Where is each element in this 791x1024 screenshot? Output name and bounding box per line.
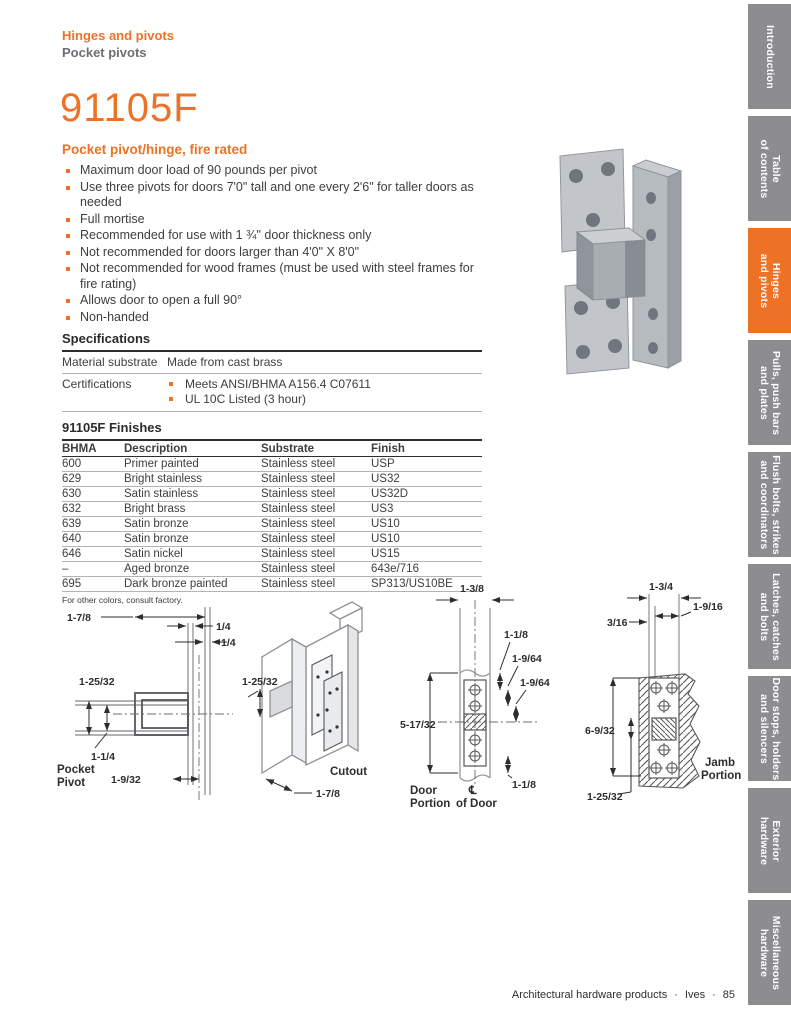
tab-introduction[interactable] [748, 4, 791, 109]
tab-label: and pivots [757, 253, 770, 308]
tab-exterior-hardware[interactable] [748, 788, 791, 893]
cell-finish: 643e/716 [371, 562, 482, 577]
spec-value [167, 377, 482, 407]
drawing-caption: Jamb [705, 757, 736, 769]
table-row [62, 562, 482, 577]
tab-label: Latches, catches [769, 572, 782, 661]
dimension-label: 1-3/8 [460, 583, 484, 595]
cell-bhma: 640 [62, 532, 124, 547]
drawing-caption: Pivot [57, 777, 86, 789]
bullet-icon [169, 382, 173, 386]
cell-substrate: Stainless steel [261, 547, 371, 562]
cell-substrate: Stainless steel [261, 457, 371, 472]
cell-finish: US10 [371, 532, 482, 547]
tab-label: Pulls, push bars [769, 350, 782, 435]
cell-bhma: – [62, 562, 124, 577]
certification-text: Meets ANSI/BHMA A156.4 C07611 [185, 377, 371, 391]
cell-substrate: Stainless steel [261, 562, 371, 577]
column-header: BHMA [62, 440, 124, 457]
drawing-caption: Door [410, 785, 437, 797]
cell-bhma: 629 [62, 472, 124, 487]
centerline-symbol: ℄ [469, 785, 477, 797]
drawing-caption: Cutout [330, 766, 368, 778]
table-header-row [62, 440, 482, 457]
cell-description: Satin bronze [124, 532, 261, 547]
dimension-label: 1/4 [216, 621, 231, 633]
tab-label: hardware [757, 928, 770, 977]
tab-label: Table [769, 154, 782, 183]
cell-description: Satin nickel [124, 547, 261, 562]
cell-description: Bright stainless [124, 472, 261, 487]
column-header: Description [124, 440, 261, 457]
table-row [62, 457, 482, 472]
list-item: Allows door to open a full 90° [64, 293, 474, 309]
column-header: Substrate [261, 440, 371, 457]
table-row [62, 547, 482, 562]
list-item: Recommended for use with 1 ¾" door thickness only [64, 228, 474, 244]
tab-door-stops-holders[interactable] [748, 676, 791, 781]
cell-description: Satin bronze [124, 517, 261, 532]
tab-miscellaneous-hardware[interactable] [748, 900, 791, 1005]
drawing-caption: Portion [701, 770, 742, 782]
table-row [62, 472, 482, 487]
cutout-drawing [242, 593, 397, 805]
tab-flush-bolts-strikes[interactable] [748, 452, 791, 557]
cell-substrate: Stainless steel [261, 532, 371, 547]
dimension-label: 1-1/4 [91, 751, 115, 763]
cell-bhma: 632 [62, 502, 124, 517]
dimension-label: 3/16 [607, 617, 628, 629]
page-title: 91105F [60, 86, 199, 130]
tab-hinges-and-pivots[interactable] [748, 228, 791, 333]
jamb-portion-drawing [585, 578, 745, 806]
cell-bhma: 695 [62, 577, 124, 592]
footer-separator: · [674, 989, 678, 1001]
tab-label: and silencers [757, 693, 770, 764]
footer-title: Architectural hardware products [511, 989, 668, 1001]
cell-substrate: Stainless steel [261, 502, 371, 517]
table-row [62, 352, 482, 374]
cell-description: Aged bronze [124, 562, 261, 577]
tab-label: of contents [757, 139, 770, 198]
dimension-label: 1-7/8 [316, 788, 340, 800]
cell-finish: US32D [371, 487, 482, 502]
cell-finish: US3 [371, 502, 482, 517]
dimension-label: 1-25/32 [79, 676, 115, 688]
footer-brand: Ives [684, 989, 706, 1001]
specifications-section [62, 331, 482, 412]
cell-bhma: 630 [62, 487, 124, 502]
product-subtitle: Pocket pivot/hinge, fire rated [62, 142, 248, 157]
cell-bhma: 646 [62, 547, 124, 562]
product-photo [505, 136, 730, 376]
dimension-label: 1-1/8 [512, 779, 536, 791]
cell-finish: US15 [371, 547, 482, 562]
tab-pulls-push-bars[interactable] [748, 340, 791, 445]
dimension-label: 6-9/32 [585, 725, 615, 737]
tab-label: Miscellaneous [769, 915, 782, 990]
cell-finish: US32 [371, 472, 482, 487]
dimension-label: 1-25/32 [587, 791, 623, 803]
feature-list [64, 163, 474, 326]
table-footnote: For other colors, consult factory. [62, 595, 183, 605]
finishes-heading: 91105F Finishes [62, 420, 162, 435]
cell-finish: USP [371, 457, 482, 472]
spec-label: Certifications [62, 377, 132, 391]
dimension-label: 1/4 [221, 637, 236, 649]
dimension-label: 1-1/8 [504, 629, 528, 641]
page-footer [512, 989, 735, 1001]
cell-substrate: Stainless steel [261, 472, 371, 487]
drawing-caption: Pocket [57, 764, 95, 776]
tab-label: Introduction [763, 24, 776, 89]
table-row [62, 517, 482, 532]
certification-text: UL 10C Listed (3 hour) [185, 392, 306, 406]
spec-value: Made from cast brass [167, 355, 283, 369]
cell-description: Primer painted [124, 457, 261, 472]
list-item: Full mortise [64, 212, 474, 228]
dimension-label: 1-3/4 [649, 581, 673, 593]
dimension-label: 1-9/16 [693, 601, 723, 613]
list-item: Non-handed [64, 310, 474, 326]
list-item: Maximum door load of 90 pounds per pivot [64, 163, 474, 179]
cell-bhma: 639 [62, 517, 124, 532]
column-header: Finish [371, 440, 482, 457]
dimension-label: 1-9/64 [520, 677, 550, 689]
footer-separator: · [712, 989, 716, 1001]
cell-finish: SP313/US10BE [371, 577, 482, 592]
tab-table-of-contents[interactable] [748, 116, 791, 221]
tab-label: Hinges [769, 262, 782, 299]
section-eyebrow: Hinges and pivots [62, 28, 174, 43]
pocket-pivot-drawing [55, 593, 240, 805]
specifications-heading: Specifications [62, 331, 151, 346]
dimension-label: 1-9/64 [512, 653, 542, 665]
bullet-icon [169, 397, 173, 401]
cell-substrate: Stainless steel [261, 487, 371, 502]
table-row [62, 374, 482, 412]
tab-latches-catches[interactable] [748, 564, 791, 669]
list-item: Use three pivots for doors 7'0" tall and one every 2'6" for taller doors as needed [64, 180, 474, 211]
list-item: Not recommended for wood frames (must be used with steel frames for fire rating) [64, 261, 474, 292]
table-row [62, 487, 482, 502]
tab-label: Exterior [769, 819, 782, 862]
cell-substrate: Stainless steel [261, 517, 371, 532]
table-row [62, 502, 482, 517]
dimension-label: 1-9/32 [111, 774, 141, 786]
subsection-eyebrow: Pocket pivots [62, 45, 147, 60]
drawing-caption: Portion [410, 798, 451, 810]
cell-description: Bright brass [124, 502, 261, 517]
list-item [167, 377, 482, 392]
dimension-label: 1-25/32 [242, 676, 278, 688]
list-item: Not recommended for doors larger than 4'0" X 8'0" [64, 245, 474, 261]
spec-label: Material substrate [62, 355, 158, 369]
tab-label: Door stops, holders [769, 677, 782, 780]
table-row [62, 532, 482, 547]
tab-label: and bolts [757, 592, 770, 641]
tab-label: and plates [757, 365, 770, 420]
door-portion-drawing [400, 578, 585, 810]
page-number: 85 [722, 989, 735, 1001]
cell-substrate: Stainless steel [261, 577, 371, 592]
tab-label: and coordinators [757, 460, 770, 549]
centerline-label: of Door [456, 798, 497, 810]
dimension-label: 1-7/8 [67, 612, 91, 624]
cell-bhma: 600 [62, 457, 124, 472]
list-item [167, 392, 482, 407]
finishes-table [62, 439, 482, 592]
cell-finish: US10 [371, 517, 482, 532]
cell-description: Dark bronze painted [124, 577, 261, 592]
tab-label: Flush bolts, strikes [769, 454, 782, 555]
tab-label: hardware [757, 816, 770, 865]
cell-description: Satin stainless [124, 487, 261, 502]
dimension-label: 5-17/32 [400, 719, 436, 731]
specifications-table [62, 350, 482, 412]
